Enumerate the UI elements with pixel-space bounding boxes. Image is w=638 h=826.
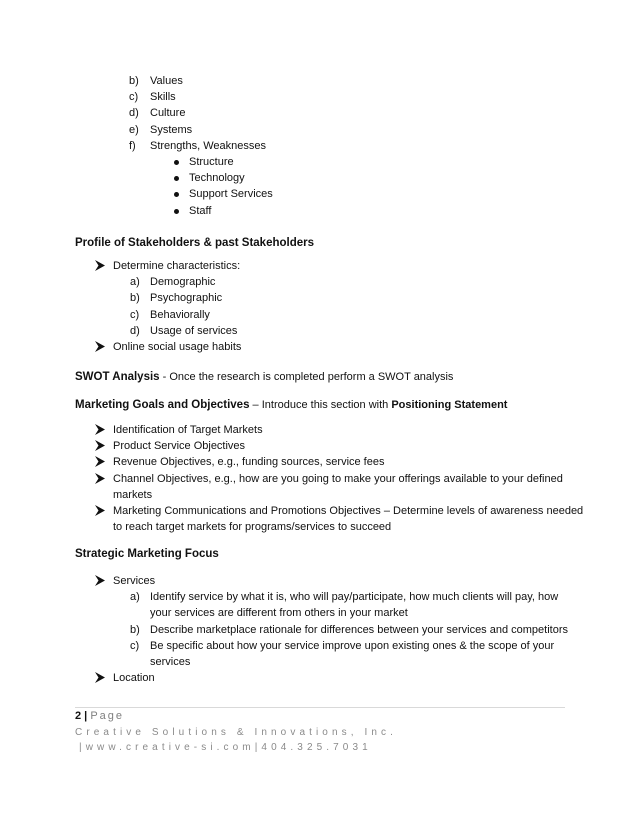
list-item	[0, 73, 638, 89]
goals-heading	[75, 397, 507, 413]
values-list	[0, 73, 638, 219]
footer-company: Creative Solutions & Innovations, Inc.	[75, 726, 398, 738]
list-marker: b)	[130, 292, 140, 305]
bullet-item	[0, 203, 638, 219]
list-marker: e)	[129, 123, 139, 136]
list-item-text: Skills	[150, 91, 176, 104]
bullet-item-text: Structure	[189, 155, 234, 168]
list-marker: a)	[130, 276, 140, 289]
list-item-text: Culture	[150, 107, 186, 120]
bullet-dot-icon	[174, 176, 179, 181]
list-item	[0, 105, 638, 121]
list-item	[0, 622, 638, 638]
arrow-bullet-icon	[95, 424, 105, 435]
footer-contact: |www.creative-si.com|404.325.7031	[79, 742, 372, 753]
list-item-text: to reach target markets for programs/services to succeed	[113, 521, 392, 534]
bullet-item-text: Staff	[189, 204, 212, 217]
list-item-text: Product Service Objectives	[113, 440, 246, 453]
profile-list	[0, 258, 638, 355]
footer-page-line	[75, 709, 397, 725]
list-item-text: Usage of services	[150, 324, 238, 337]
list-item-text: Psychographic	[150, 292, 223, 305]
list-item-text: Describe marketplace rationale for differences between your services and competitors	[150, 623, 568, 636]
list-item	[0, 573, 638, 589]
list-marker: c)	[130, 639, 140, 652]
list-marker: b)	[130, 623, 140, 636]
list-marker: d)	[130, 324, 140, 337]
list-item-text: Online social usage habits	[113, 340, 242, 353]
list-marker: f)	[129, 139, 136, 152]
list-item-continuation	[0, 654, 638, 670]
list-item-text: Identification of Target Markets	[113, 424, 263, 436]
list-item	[0, 422, 638, 438]
list-item	[0, 323, 638, 339]
goals-description: – Introduce this section with	[249, 399, 392, 411]
arrow-bullet-icon	[95, 473, 105, 484]
list-item-text: Be specific about how your service improve upon existing ones & the scope of your	[150, 639, 555, 652]
list-item	[0, 589, 638, 605]
bullet-dot-icon	[174, 209, 179, 214]
list-item-text: Behaviorally	[150, 308, 210, 321]
list-item-continuation	[0, 487, 638, 503]
list-item-text: Location	[113, 672, 155, 685]
list-item	[0, 258, 638, 274]
list-item-continuation	[0, 519, 638, 535]
bullet-item-text: Support Services	[189, 188, 273, 201]
list-item-continuation	[0, 605, 638, 621]
arrow-bullet-icon	[95, 456, 105, 467]
list-marker: c)	[130, 308, 140, 321]
arrow-bullet-icon	[95, 575, 105, 586]
footer-divider	[75, 707, 565, 708]
list-marker: a)	[130, 591, 140, 604]
goals-list	[0, 422, 638, 535]
bullet-item	[0, 186, 638, 202]
list-item-text: Revenue Objectives, e.g., funding sources, service fees	[113, 456, 385, 469]
list-item	[0, 138, 638, 154]
list-item	[0, 503, 638, 519]
list-item-text: Systems	[150, 123, 193, 136]
list-item	[0, 438, 638, 454]
list-item-text: Marketing Communications and Promotions Objectives – Determine levels of awareness needed	[113, 504, 584, 517]
arrow-bullet-icon	[95, 341, 105, 352]
page-separator: |	[81, 710, 91, 722]
list-item-text: markets	[113, 488, 153, 501]
page-footer	[75, 709, 397, 756]
arrow-bullet-icon	[95, 672, 105, 683]
list-item	[0, 454, 638, 470]
arrow-bullet-icon	[95, 440, 105, 451]
list-item-text: Identify service by what it is, who will pay/participate, how much clients will pay, how	[150, 591, 559, 604]
list-item	[0, 339, 638, 355]
list-item	[0, 122, 638, 138]
list-item	[0, 89, 638, 105]
swot-heading	[75, 369, 453, 385]
swot-description: - Once the research is completed perform a SWOT analysis	[159, 371, 454, 383]
list-item-text: Demographic	[150, 276, 216, 289]
goals-title: Marketing Goals and Objectives	[75, 399, 250, 411]
profile-heading: Profile of Stakeholders & past Stakeholders	[75, 237, 315, 249]
list-item	[0, 307, 638, 323]
focus-heading: Strategic Marketing Focus	[75, 548, 219, 560]
bullet-item-text: Technology	[189, 172, 245, 185]
bullet-item	[0, 154, 638, 170]
list-item-text: Values	[150, 75, 183, 87]
list-marker: c)	[129, 91, 139, 104]
list-item-text: Services	[113, 575, 156, 587]
list-item	[0, 670, 638, 686]
arrow-bullet-icon	[95, 505, 105, 516]
list-item	[0, 638, 638, 654]
list-item-text: services	[150, 655, 191, 668]
list-item	[0, 471, 638, 487]
list-item	[0, 290, 638, 306]
list-item-text: your services are different from others in your market	[150, 607, 408, 620]
list-marker: d)	[129, 107, 139, 120]
goals-description-bold: Positioning Statement	[391, 399, 508, 411]
list-item-text: Determine characteristics:	[113, 260, 241, 272]
list-item-text: Strengths, Weaknesses	[150, 139, 266, 152]
list-marker: b)	[129, 75, 139, 87]
page-word: Page	[90, 710, 125, 722]
bullet-dot-icon	[174, 160, 179, 165]
focus-list	[0, 573, 638, 686]
list-item	[0, 274, 638, 290]
arrow-bullet-icon	[95, 260, 105, 271]
page-number: 2	[75, 710, 82, 722]
bullet-dot-icon	[174, 192, 179, 197]
swot-title: SWOT Analysis	[75, 371, 160, 383]
bullet-item	[0, 170, 638, 186]
list-item-text: Channel Objectives, e.g., how are you going to make your offerings available to your defined	[113, 472, 563, 485]
